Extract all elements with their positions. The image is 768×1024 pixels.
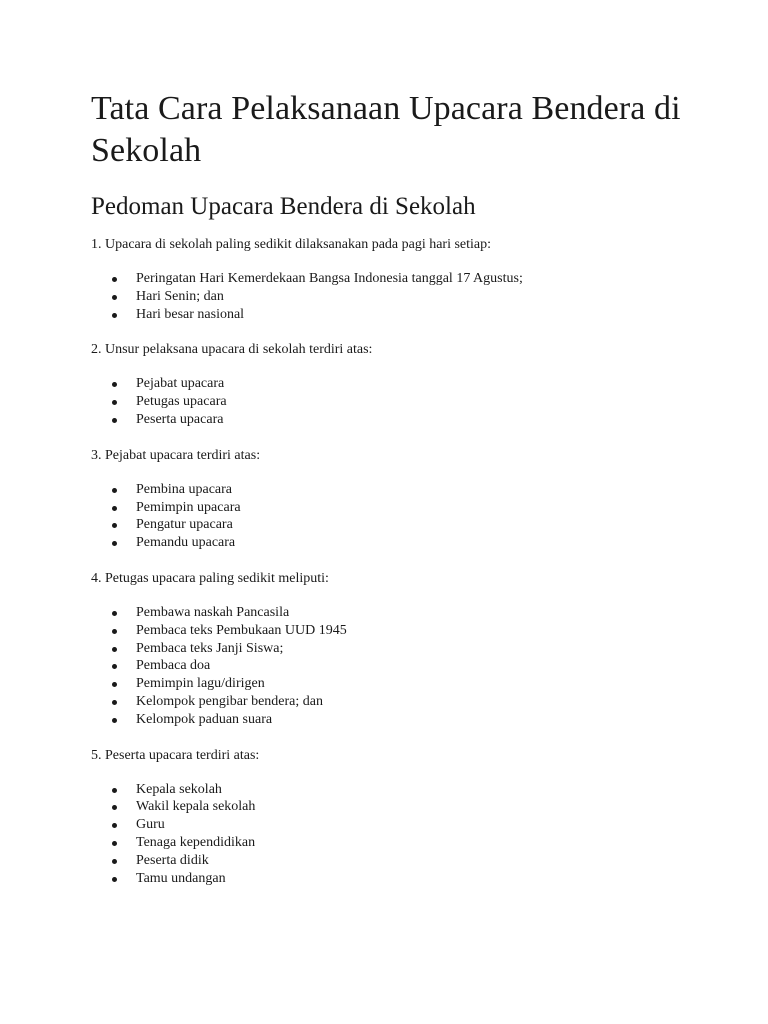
bullet-dot-icon	[112, 823, 117, 828]
list-item	[91, 481, 708, 499]
bullet-dot-icon	[112, 400, 117, 405]
bullet-dot-icon	[112, 506, 117, 511]
list-item-text: Pembaca teks Pembukaan UUD 1945	[136, 622, 347, 638]
list-item	[91, 499, 708, 517]
list-item	[91, 622, 708, 640]
bullet-dot-icon	[112, 682, 117, 687]
list-item-text: Pemandu upacara	[136, 535, 236, 551]
bullet-dot-icon	[112, 418, 117, 423]
bullet-dot-icon	[112, 805, 117, 810]
list-item-text: Peringatan Hari Kemerdekaan Bangsa Indonesia tanggal 17 Agustus;	[136, 271, 523, 286]
bullet-dot-icon	[112, 700, 117, 705]
list-item	[91, 288, 708, 306]
list-item	[91, 870, 708, 888]
document-title: Tata Cara Pelaksanaan Upacara Bendera di Sekolah	[91, 90, 681, 169]
list-item	[91, 711, 708, 729]
sections-container	[91, 236, 708, 887]
bullet-dot-icon	[112, 382, 117, 387]
list-item-text: Peserta upacara	[136, 411, 224, 427]
bullet-dot-icon	[112, 541, 117, 546]
document-subtitle: Pedoman Upacara Bendera di Sekolah	[91, 193, 476, 220]
list-item-text: Hari besar nasional	[136, 306, 245, 322]
list-item-text: Tenaga kependidikan	[136, 834, 256, 850]
bullet-dot-icon	[112, 859, 117, 864]
bullet-dot-icon	[112, 841, 117, 846]
bullet-dot-icon	[112, 788, 117, 793]
list-item-text: Peserta didik	[136, 852, 209, 868]
list-item-text: Hari Senin; dan	[136, 288, 224, 304]
bullet-dot-icon	[112, 277, 117, 282]
list-item-text: Kelompok pengibar bendera; dan	[136, 693, 323, 709]
list-item	[91, 657, 708, 675]
bullet-dot-icon	[112, 611, 117, 616]
bullet-dot-icon	[112, 718, 117, 723]
list-item	[91, 640, 708, 658]
list-item-text: Pengatur upacara	[136, 517, 233, 533]
list-item-text: Pembawa naskah Pancasila	[136, 604, 290, 620]
bullet-list-4	[91, 604, 708, 729]
list-item-text: Pembaca doa	[136, 658, 211, 674]
list-item	[91, 270, 708, 288]
list-item	[91, 816, 708, 834]
bullet-list-5	[91, 781, 708, 888]
list-item-text: Wakil kepala sekolah	[136, 799, 256, 815]
list-item	[91, 604, 708, 622]
list-item	[91, 411, 708, 429]
list-item-text: Guru	[136, 817, 165, 833]
list-item-text: Pemimpin upacara	[136, 499, 241, 515]
list-item	[91, 798, 708, 816]
section-intro-5: 5. Peserta upacara terdiri atas:	[91, 747, 260, 763]
section-intro-3: 3. Pejabat upacara terdiri atas:	[91, 447, 261, 463]
list-item	[91, 375, 708, 393]
list-item	[91, 306, 708, 324]
section-intro-4: 4. Petugas upacara paling sedikit meliputi:	[91, 570, 329, 586]
bullet-dot-icon	[112, 313, 117, 318]
bullet-dot-icon	[112, 488, 117, 493]
list-item-text: Pembaca teks Janji Siswa;	[136, 640, 284, 656]
list-item	[91, 693, 708, 711]
list-item	[91, 675, 708, 693]
section-intro-2: 2. Unsur pelaksana upacara di sekolah terdiri atas:	[91, 342, 373, 358]
list-item	[91, 852, 708, 870]
list-item-text: Tamu undangan	[136, 870, 226, 886]
bullet-dot-icon	[112, 647, 117, 652]
bullet-list-3	[91, 481, 708, 552]
list-item-text: Kelompok paduan suara	[136, 711, 273, 727]
list-item-text: Kepala sekolah	[136, 781, 222, 797]
list-item	[91, 516, 708, 534]
bullet-dot-icon	[112, 877, 117, 882]
list-item-text: Pejabat upacara	[136, 376, 225, 392]
list-item-text: Pemimpin lagu/dirigen	[136, 676, 265, 692]
list-item-text: Petugas upacara	[136, 394, 227, 410]
section-intro-1: 1. Upacara di sekolah paling sedikit dilaksanakan pada pagi hari setiap:	[91, 237, 492, 252]
list-item	[91, 781, 708, 799]
list-item	[91, 393, 708, 411]
bullet-dot-icon	[112, 523, 117, 528]
bullet-dot-icon	[112, 664, 117, 669]
bullet-list-2	[91, 375, 708, 428]
list-item-text: Pembina upacara	[136, 481, 233, 497]
bullet-dot-icon	[112, 629, 117, 634]
list-item	[91, 534, 708, 552]
bullet-dot-icon	[112, 295, 117, 300]
list-item	[91, 834, 708, 852]
bullet-list-1	[91, 270, 708, 323]
